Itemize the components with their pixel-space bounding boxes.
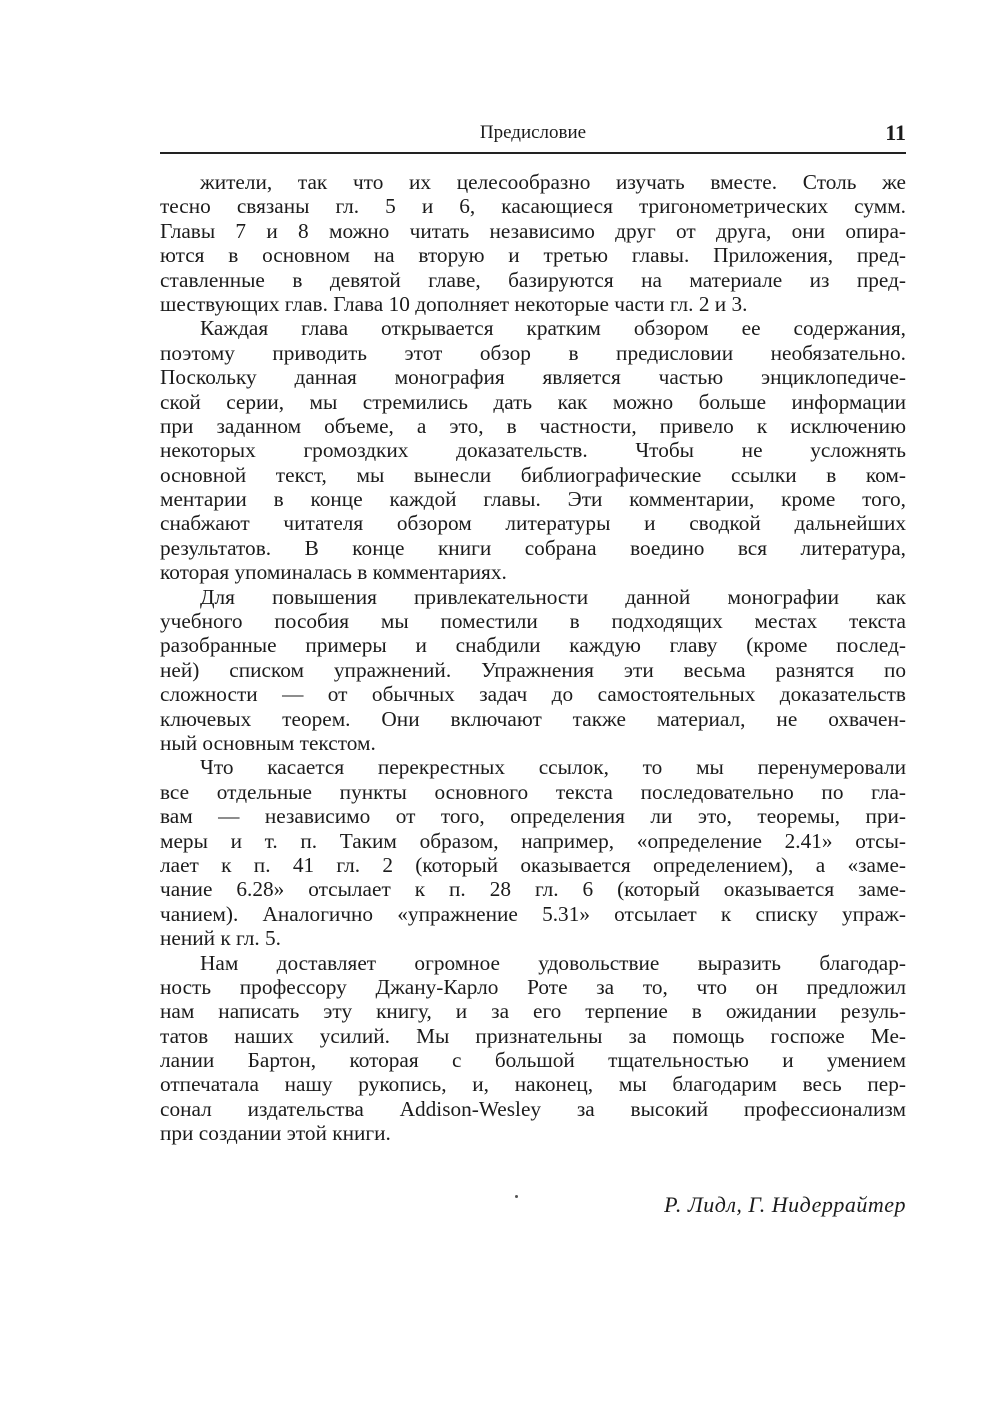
text-line: Что касается перекрестных ссылок, то мы перенумеровали: [200, 755, 906, 780]
text-line: Главы 7 и 8 можно читать независимо друг от друга, они опира-: [160, 218, 906, 243]
text-line: при создании этой книги.: [160, 1121, 391, 1146]
text-line: при заданном объеме, а это, в частности, привело к исключению: [160, 413, 906, 438]
text-line: лании Бартон, которая с большой тщательностью и умением: [160, 1048, 906, 1073]
text-line: Каждая глава открывается кратким обзором ее содержания,: [200, 316, 906, 341]
text-line: снабжают читателя обзором литературы и сводкой дальнейших: [160, 511, 906, 536]
paragraph: [160, 585, 906, 756]
authors-signature: Р. Лидл, Г. Нидеррайтер: [664, 1192, 906, 1217]
text-line: ментарии в конце каждой главы. Эти комментарии, кроме того,: [160, 487, 906, 512]
text-line: ются в основном на вторую и третью главы. Приложения, пред-: [160, 243, 906, 268]
text-line: чание 6.28» отсылает к п. 28 гл. 6 (который оказывается заме-: [160, 877, 906, 902]
text-line: которая упоминалась в комментариях.: [160, 560, 507, 585]
text-line: татов наших усилий. Мы признательны за помощь госпоже Ме-: [160, 1023, 906, 1048]
text-line: тесно связаны гл. 5 и 6, касающиеся тригонометрических сумм.: [160, 194, 906, 219]
header-rule: [160, 152, 906, 154]
text-line: отпечатала нашу рукопись, и, наконец, мы благодарим весь пер-: [160, 1072, 906, 1097]
text-line: поэтому приводить этот обзор в предисловии необязательно.: [160, 340, 906, 365]
paragraph: [160, 951, 906, 1146]
scan-speck: [515, 1195, 518, 1198]
text-line: нений к гл. 5.: [160, 926, 281, 951]
text-line: учебного пособия мы поместили в подходящих местах текста: [160, 609, 906, 634]
text-line: ставленные в девятой главе, базируются на материале из пред-: [160, 267, 906, 292]
page-number: 11: [885, 120, 906, 145]
text-line: сложности — от обычных задач до самостоятельных доказательств: [160, 682, 906, 707]
text-line: меры и т. п. Таким образом, например, «определение 2.41» отсы-: [160, 828, 906, 853]
text-line: шествующих глав. Глава 10 дополняет некоторые части гл. 2 и 3.: [160, 291, 748, 316]
paragraph: [160, 755, 906, 950]
text-line: Для повышения привлекательности данной монографии как: [200, 584, 906, 609]
text-line: основной текст, мы вынесли библиографические ссылки в ком-: [160, 462, 906, 487]
text-line: ключевых теорем. Они включают также материал, не охвачен-: [160, 706, 906, 731]
paragraph: [160, 170, 906, 316]
paragraph: [160, 316, 906, 584]
body-text: [160, 170, 906, 1146]
text-line: ность профессору Джану-Карло Роте за то, что он предложил: [160, 974, 906, 999]
text-line: Нам доставляет огромное удовольствие выразить благодар-: [200, 950, 906, 975]
text-line: некоторых громоздких доказательств. Чтобы не усложнять: [160, 438, 906, 463]
text-line: разобранные примеры и снабдили каждую главу (кроме послед-: [160, 633, 906, 658]
text-line: жители, так что их целесообразно изучать вместе. Столь же: [200, 170, 906, 194]
running-head-title: Предисловие: [479, 122, 587, 143]
text-line: чанием). Аналогично «упражнение 5.31» отсылает к списку упраж-: [160, 901, 906, 926]
text-line: все отдельные пункты основного текста последовательно по гла-: [160, 779, 906, 804]
text-line: ской серии, мы стремились дать как можно больше информации: [160, 389, 906, 414]
text-line: результатов. В конце книги собрана воедино вся литература,: [160, 535, 906, 560]
text-line: вам — независимо от того, определения ли это, теоремы, при-: [160, 804, 906, 829]
text-line: ный основным текстом.: [160, 730, 376, 755]
text-line: нам написать эту книгу, и за его терпение в ожидании резуль-: [160, 999, 906, 1024]
text-line: ней) списком упражнений. Упражнения эти весьма разнятся по: [160, 657, 906, 682]
text-line: лает к п. 41 гл. 2 (который оказывается определением), а «заме-: [160, 852, 906, 877]
text-line: сонал издательства Addison-Wesley за высокий профессионализм: [160, 1096, 906, 1121]
text-line: Поскольку данная монография является частью энциклопедиче-: [160, 365, 906, 390]
page-header: [160, 118, 906, 154]
